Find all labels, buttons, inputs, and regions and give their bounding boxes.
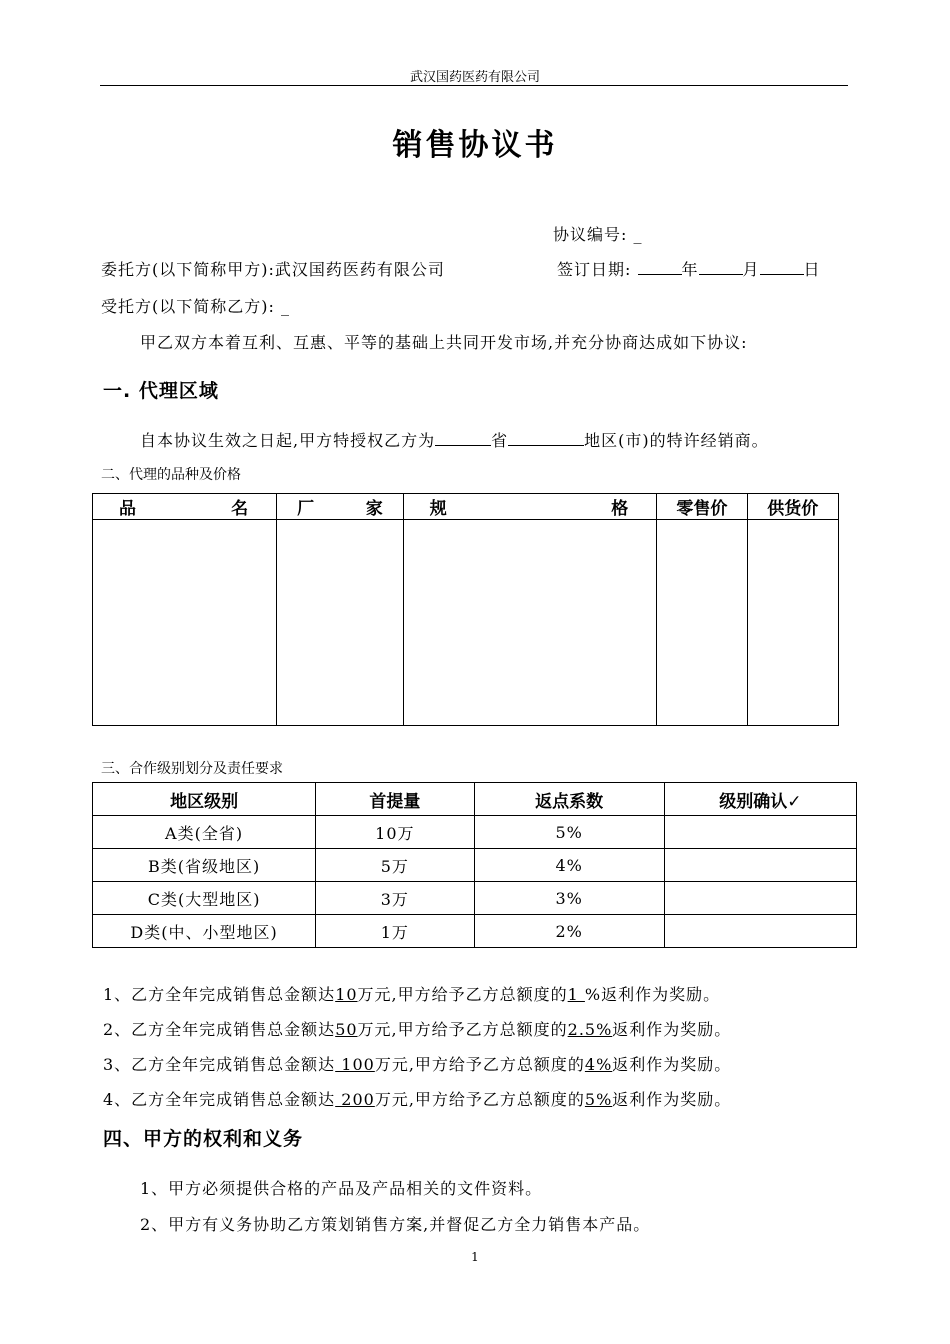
section-1-text-a: 自本协议生效之日起,甲方特授权乙方为 xyxy=(140,431,436,450)
table-row xyxy=(93,816,857,849)
product-price-table xyxy=(92,493,839,726)
agreement-number-label: 协议编号: xyxy=(553,225,628,244)
region-blank xyxy=(508,431,584,446)
table-row xyxy=(93,882,857,915)
section-1-text-c: 地区(市)的特许经销商。 xyxy=(584,431,769,450)
initial-volume: 1万 xyxy=(316,915,474,948)
party-b xyxy=(101,294,290,317)
header-company: 武汉国药医药有限公司 xyxy=(409,70,540,85)
page-number: 1 xyxy=(471,1250,479,1264)
party-a xyxy=(101,257,445,280)
cell-retail-price[interactable] xyxy=(657,520,747,726)
rebate-rate-value: 5% xyxy=(584,1090,613,1109)
section-1-title: 一. 代理区域 xyxy=(103,380,219,402)
agreement-number xyxy=(553,222,643,245)
initial-volume: 5万 xyxy=(316,849,474,882)
col-specification: 规 格 xyxy=(403,494,657,520)
party-a-name: 武汉国药医药有限公司 xyxy=(274,260,445,279)
sign-date-day: 日 xyxy=(803,260,821,279)
party-b-label: 受托方(以下简称乙方): xyxy=(101,297,275,316)
sign-date-year-blank xyxy=(638,260,682,275)
rebate-clause-4: 4、乙方全年完成销售总金额达 200万元,甲方给予乙方总额度的5%返利作为奖励。 xyxy=(103,1090,732,1109)
level-table-header xyxy=(93,783,857,816)
cell-specification[interactable] xyxy=(403,520,657,726)
rebate-rate: 3% xyxy=(474,882,664,915)
sign-date-label: 签订日期: xyxy=(557,260,632,279)
section-1-text-b: 省 xyxy=(491,431,509,450)
party-a-label: 委托方(以下简称甲方): xyxy=(101,260,275,279)
initial-volume: 3万 xyxy=(316,882,474,915)
col-manufacturer: 厂 家 xyxy=(277,494,404,520)
rebate-amount: 100 xyxy=(335,1055,375,1074)
sign-date-month-blank xyxy=(699,260,743,275)
section-3-title: 三、合作级别划分及责任要求 xyxy=(101,761,283,777)
section-1-text xyxy=(140,428,769,451)
region-level: D类(中、小型地区) xyxy=(93,915,316,948)
rebate-rate-value: 1 xyxy=(567,985,585,1004)
col-rebate-rate: 返点系数 xyxy=(474,783,664,816)
product-table-body xyxy=(93,520,839,726)
rebate-clause-2: 2、乙方全年完成销售总金额达50万元,甲方给予乙方总额度的2.5%返利作为奖励。 xyxy=(103,1020,732,1039)
rebate-clause-1: 1、乙方全年完成销售总金额达10万元,甲方给予乙方总额度的1 %返利作为奖励。 xyxy=(103,985,721,1004)
agreement-number-value: _ xyxy=(633,225,643,244)
col-supply-price: 供货价 xyxy=(747,494,838,520)
region-level: A类(全省) xyxy=(93,816,316,849)
rebate-amount: 50 xyxy=(335,1020,358,1039)
cooperation-level-table xyxy=(92,782,857,948)
col-initial-volume: 首提量 xyxy=(316,783,474,816)
rebate-rate-value: 4% xyxy=(584,1055,613,1074)
section-4-item-2: 2、甲方有义务协助乙方策划销售方案,并督促乙方全力销售本产品。 xyxy=(140,1215,651,1234)
rebate-amount: 200 xyxy=(335,1090,375,1109)
rebate-clause-3: 3、乙方全年完成销售总金额达 100万元,甲方给予乙方总额度的4%返利作为奖励。 xyxy=(103,1055,732,1074)
section-2-title: 二、代理的品种及价格 xyxy=(101,467,241,483)
col-product-name: 品 名 xyxy=(93,494,277,520)
col-region-level: 地区级别 xyxy=(93,783,316,816)
cell-manufacturer[interactable] xyxy=(277,520,404,726)
header-rule xyxy=(100,85,848,86)
table-row xyxy=(93,915,857,948)
rebate-rate: 2% xyxy=(474,915,664,948)
level-confirm-cell[interactable] xyxy=(664,849,856,882)
cell-product-name[interactable] xyxy=(93,520,277,726)
col-retail-price: 零售价 xyxy=(657,494,747,520)
section-4-title: 四、甲方的权利和义务 xyxy=(103,1128,304,1150)
sign-date xyxy=(557,257,821,280)
rebate-rate-value: 2.5% xyxy=(567,1020,613,1039)
rebate-rate: 4% xyxy=(474,849,664,882)
product-table-header xyxy=(93,494,839,520)
initial-volume: 10万 xyxy=(316,816,474,849)
intro-paragraph: 甲乙双方本着互利、互惠、平等的基础上共同开发市场,并充分协商达成如下协议: xyxy=(140,333,748,352)
region-level: B类(省级地区) xyxy=(93,849,316,882)
sign-date-month: 月 xyxy=(742,260,760,279)
document-title: 销售协议书 xyxy=(392,128,558,163)
level-confirm-cell[interactable] xyxy=(664,882,856,915)
table-row xyxy=(93,849,857,882)
col-level-confirm: 级别确认✓ xyxy=(664,783,856,816)
level-confirm-cell[interactable] xyxy=(664,915,856,948)
section-4-item-1: 1、甲方必须提供合格的产品及产品相关的文件资料。 xyxy=(140,1179,543,1198)
rebate-rate: 5% xyxy=(474,816,664,849)
party-b-value: _ xyxy=(280,297,290,316)
sign-date-year: 年 xyxy=(681,260,699,279)
level-confirm-cell[interactable] xyxy=(664,816,856,849)
province-blank xyxy=(435,431,491,446)
rebate-amount: 10 xyxy=(335,985,358,1004)
sign-date-day-blank xyxy=(760,260,804,275)
region-level: C类(大型地区) xyxy=(93,882,316,915)
cell-supply-price[interactable] xyxy=(747,520,838,726)
